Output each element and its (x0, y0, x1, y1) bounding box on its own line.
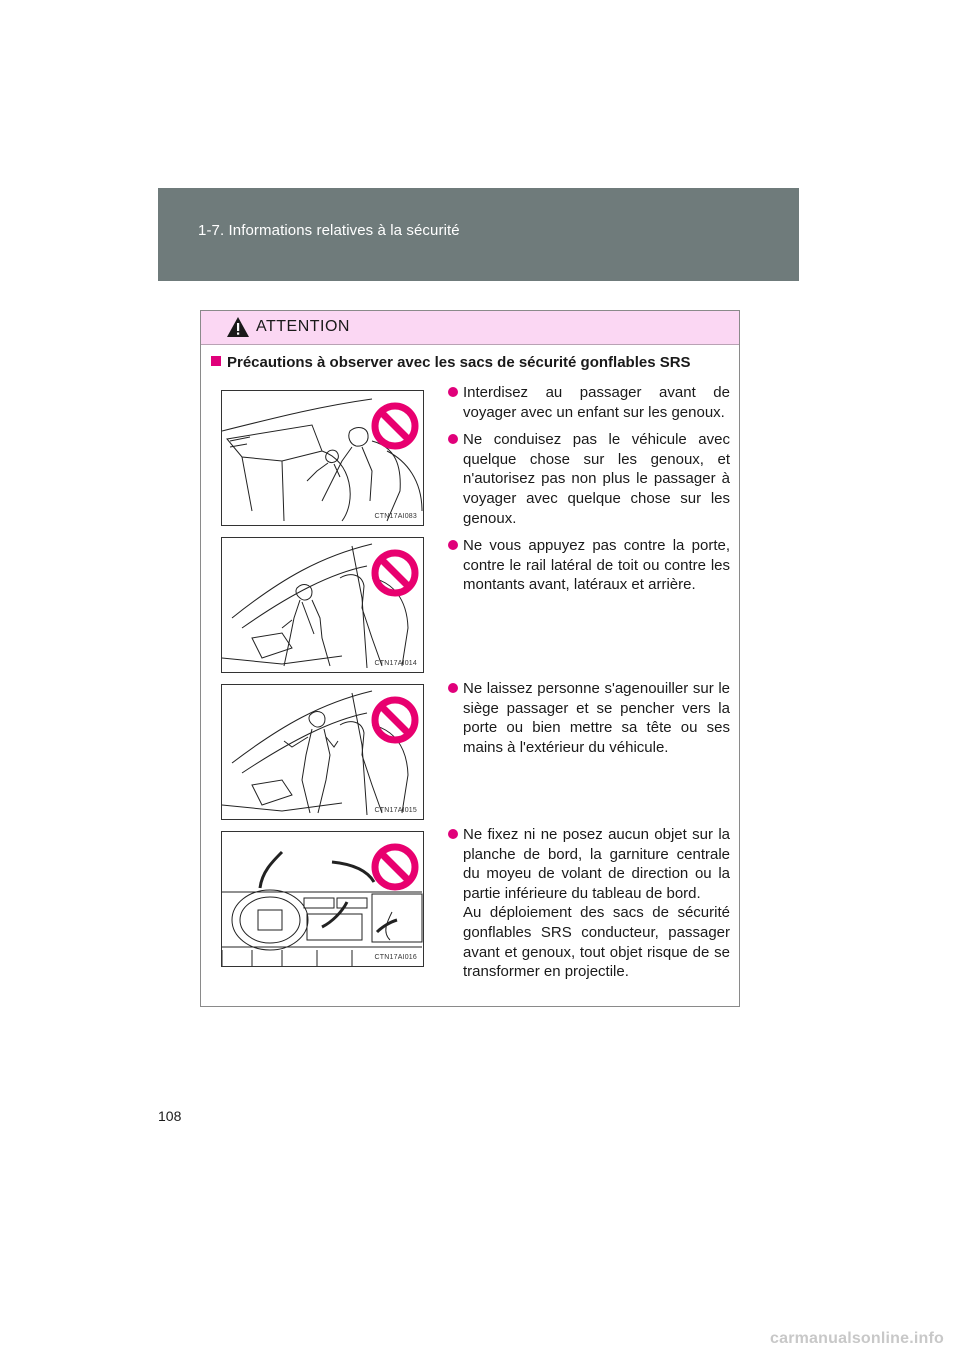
bullet-text: Ne conduisez pas le véhicule avec quelque chose sur les genoux, et n'autorisez pas non plus le passager à voyager avec quelque chose sur les genoux. (463, 431, 730, 527)
watermark: carmanualsonline.info (770, 1330, 945, 1347)
illustration-code: CTN17AI014 (374, 660, 417, 667)
prohibition-sign-icon (370, 548, 420, 598)
illustration-leaning-door (221, 537, 424, 673)
illustration-objects-dashboard (221, 831, 424, 967)
bullet-group-2 (434, 679, 730, 765)
illustration-child-on-lap (221, 390, 424, 526)
bullet-item (434, 383, 730, 422)
bullet-item (434, 825, 730, 982)
illustration-code: CTN17AI016 (374, 954, 417, 961)
illustration-code: CTN17AI015 (374, 807, 417, 814)
caution-box (200, 310, 740, 1007)
bullet-dot-icon (448, 434, 458, 444)
page-number: 108 (158, 1108, 182, 1124)
bullet-dot-icon (448, 683, 458, 693)
prohibition-sign-icon (370, 401, 420, 451)
bullet-dot-icon (448, 829, 458, 839)
caution-header (201, 311, 739, 345)
illustration-code: CTN17AI083 (374, 513, 417, 520)
illustration-kneeling-seat (221, 684, 424, 820)
prohibition-sign-icon (370, 842, 420, 892)
warning-triangle-icon (226, 316, 250, 338)
section-title: 1-7. Informations relatives à la sécurité (198, 222, 460, 239)
bullet-text: Interdisez au passager avant de voyager avec un enfant sur les genoux. (463, 384, 730, 421)
section-header-band (158, 188, 799, 281)
square-bullet-icon (211, 356, 221, 366)
bullet-item (434, 430, 730, 528)
prohibition-sign-icon (370, 695, 420, 745)
bullet-dot-icon (448, 387, 458, 397)
bullet-text: Ne vous appuyez pas contre la porte, contre le rail latéral de toit ou contre les montants avant, latéraux et arrière. (463, 537, 730, 594)
bullet-item (434, 536, 730, 595)
bullet-group-1 (434, 383, 730, 603)
bullet-text: Ne laissez personne s'agenouiller sur le siège passager et se pencher vers la porte ou bien mettre sa tête ou ses mains à l'extérieur du véhicule. (463, 680, 730, 756)
bullet-dot-icon (448, 540, 458, 550)
caution-subheading-text: Précautions à observer avec les sacs de sécurité gonflables SRS (227, 354, 691, 371)
caution-label: ATTENTION (256, 318, 350, 335)
bullet-item (434, 679, 730, 757)
caution-subheading (211, 354, 691, 371)
bullet-group-3 (434, 825, 730, 990)
bullet-text-continuation: Au déploiement des sacs de sécurité gonflables SRS conducteur, passager avant et genoux, tout objet risque de se transformer en projectile. (463, 904, 730, 981)
bullet-text: Ne fixez ni ne posez aucun objet sur la planche de bord, la garniture centrale du moyeu de volant de direction ou la partie inférieure du tableau de bord. (463, 826, 730, 902)
